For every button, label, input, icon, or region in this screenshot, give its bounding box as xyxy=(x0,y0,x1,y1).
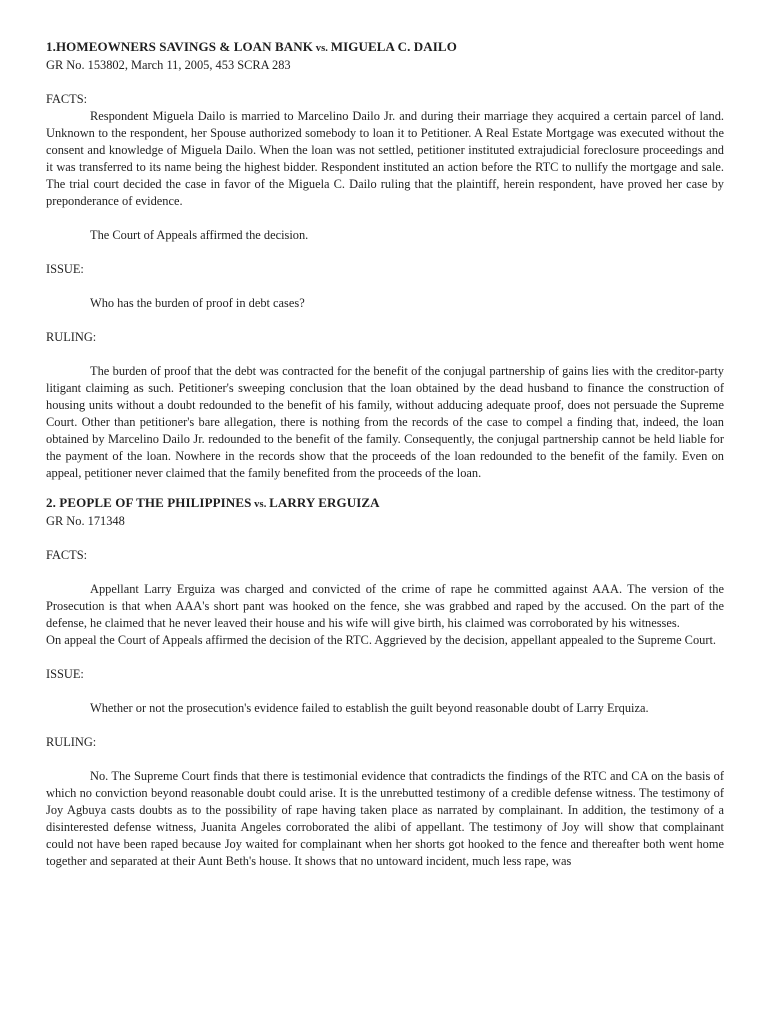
case-2-title-main: 2. PEOPLE OF THE PHILIPPINES xyxy=(46,495,252,510)
case-2-facts-appeal-paragraph: On appeal the Court of Appeals affirmed the decision of the RTC. Aggrieved by the decision, appellant appealed to the Supreme Court. xyxy=(46,633,717,647)
case-1-ruling-text: The burden of proof that the debt was contracted for the benefit of the conjugal partnership of gains lies with the creditor-party litigant claiming as such. Petitioner's sweeping conclusion that the loan obtained by the dead husband to finance the construction of housing units without a doubt redounded to the benefit of his family, without adducing adequate proof, does not persuade the Supreme Court. Other than petitioner's bare allegation, there is nothing from the records of the case to compel a finding that, indeed, the loan obtained by Marcelino Dailo Jr. redounded to the benefit of the family. Consequently, the conjugal partnership cannot be held liable for the payment of the loan. Nowhere in the records show that the proceeds of the loan redounded to the benefit of the family. Even on appeal, petitioner never claimed that the family benefited from the proceeds of the loan. xyxy=(46,364,724,480)
case-1-gr-number: GR No. 153802, March 11, 2005, 453 SCRA 283 xyxy=(46,58,291,72)
case-1-ruling-label: RULING: xyxy=(46,330,97,344)
document-page xyxy=(46,38,724,870)
case-2-ruling-label: RULING: xyxy=(46,735,97,749)
case-2-ruling-text: No. The Supreme Court finds that there is testimonial evidence that contradicts the findings of the RTC and CA on the basis of which no conviction beyond reasonable doubt could arise. It is the unrebutted testimony of a credible defense witness. The testimony of Joy Agbuya casts doubts as to the possibility of rape having taken place as narrated by complainant. In addition, the testimony of a disinterested defense witness, Juanita Angeles corroborated the alibi of appellant. The testimony of Joy will show that complainant could not have been raped because Joy waited for complainant when her shorts got hooked to the fence and thereafter both went home together and separated at their Aunt Beth's house. It shows that no untoward incident, much less rape, was xyxy=(46,769,724,868)
case-1-facts-label: FACTS: xyxy=(46,92,88,106)
case-2-facts-label: FACTS: xyxy=(46,548,88,562)
case-1-title xyxy=(46,38,724,57)
case-2-issue-text: Whether or not the prosecution's evidence failed to establish the guilt beyond reasonable doubt of Larry Erquiza. xyxy=(90,701,649,715)
case-1-facts-paragraph: Respondent Miguela Dailo is married to Marcelino Dailo Jr. and during their marriage they acquired a certain parcel of land. Unknown to the respondent, her Spouse authorized somebody to loan it to Petitioner. A Real Estate Mortgage was executed without the consent and knowledge of Miguela Dailo. When the loan was not settled, petitioner instituted extrajudicial foreclosure proceedings and it was transferred to its name being the highest bidder. Respondent instituted an action before the RTC to nullify the mortgage and sale. The trial court decided the case in favor of the Miguela C. Dailo ruling that the plaintiff, herein respondent, have proved her case by preponderance of evidence. xyxy=(46,109,724,208)
case-2 xyxy=(46,494,724,870)
case-1-title-vs: vs. xyxy=(315,43,328,54)
case-1-facts-appeal-paragraph: The Court of Appeals affirmed the decision. xyxy=(90,228,309,242)
case-1-issue-text: Who has the burden of proof in debt cases? xyxy=(90,296,305,310)
case-2-issue-label: ISSUE: xyxy=(46,667,84,681)
case-1-issue-label: ISSUE: xyxy=(46,262,84,276)
case-2-facts-paragraph: Appellant Larry Erguiza was charged and convicted of the crime of rape he committed against AAA. The version of the Prosecution is that when AAA's short pant was hooked on the fence, she was grabbed and raped by the accused. On the part of the defense, he claimed that he never leaved their house and his wife will give birth, his claimed was corroborated by his witnesses. xyxy=(46,582,724,630)
case-1 xyxy=(46,38,724,482)
case-1-title-main: 1.HOMEOWNERS SAVINGS & LOAN BANK xyxy=(46,39,313,54)
case-2-title-party: LARRY ERGUIZA xyxy=(269,495,380,510)
case-2-title xyxy=(46,494,724,513)
case-2-gr-number: GR No. 171348 xyxy=(46,514,125,528)
case-1-title-party: MIGUELA C. DAILO xyxy=(330,39,457,54)
case-2-title-vs: vs. xyxy=(254,499,267,510)
